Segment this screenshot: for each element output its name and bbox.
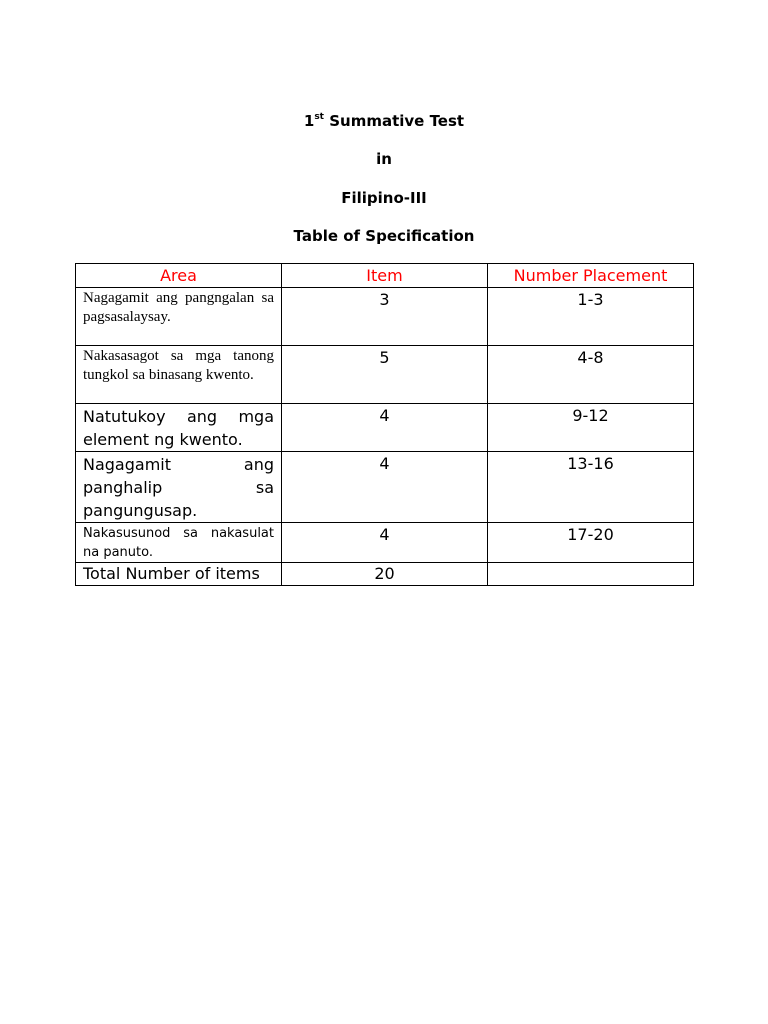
document-title: [0, 112, 768, 130]
header-number-placement: Number Placement: [488, 264, 694, 288]
title-number: 1: [303, 112, 315, 130]
placement-cell: 9-12: [488, 404, 694, 452]
placement-cell: 4-8: [488, 346, 694, 404]
total-items: 20: [282, 563, 488, 586]
table-row: [76, 523, 694, 563]
total-placement: [488, 563, 694, 586]
placement-cell: 13-16: [488, 452, 694, 523]
placement-cell: 17-20: [488, 523, 694, 563]
area-cell: Nakasasagot sa mga tanong tungkol sa binasang kwento.: [76, 346, 282, 404]
item-cell: 4: [282, 404, 488, 452]
table-row: [76, 288, 694, 346]
item-cell: 4: [282, 523, 488, 563]
area-cell: Nagagamit ang panghalip sa pangungusap.: [76, 452, 282, 523]
item-cell: 5: [282, 346, 488, 404]
table-row: [76, 452, 694, 523]
title-line-in: in: [376, 150, 392, 168]
table-row: [76, 346, 694, 404]
total-label: Total Number of items: [76, 563, 282, 586]
title-superscript: st: [314, 112, 324, 122]
table-header-row: [76, 264, 694, 288]
item-cell: 3: [282, 288, 488, 346]
table-row: [76, 404, 694, 452]
area-cell: Nagagamit ang pangngalan sa pagsasalaysay.: [76, 288, 282, 346]
title-text: Summative Test: [324, 112, 465, 130]
total-row: [76, 563, 694, 586]
area-cell: Natutukoy ang mga element ng kwento.: [76, 404, 282, 452]
placement-cell: 1-3: [488, 288, 694, 346]
area-cell: Nakasusunod sa nakasulat na panuto.: [76, 523, 282, 563]
header-item: Item: [282, 264, 488, 288]
subject-title: Filipino-III: [341, 189, 427, 207]
specification-table: [75, 263, 694, 586]
item-cell: 4: [282, 452, 488, 523]
header-area: Area: [76, 264, 282, 288]
table-title: Table of Specification: [293, 227, 475, 245]
